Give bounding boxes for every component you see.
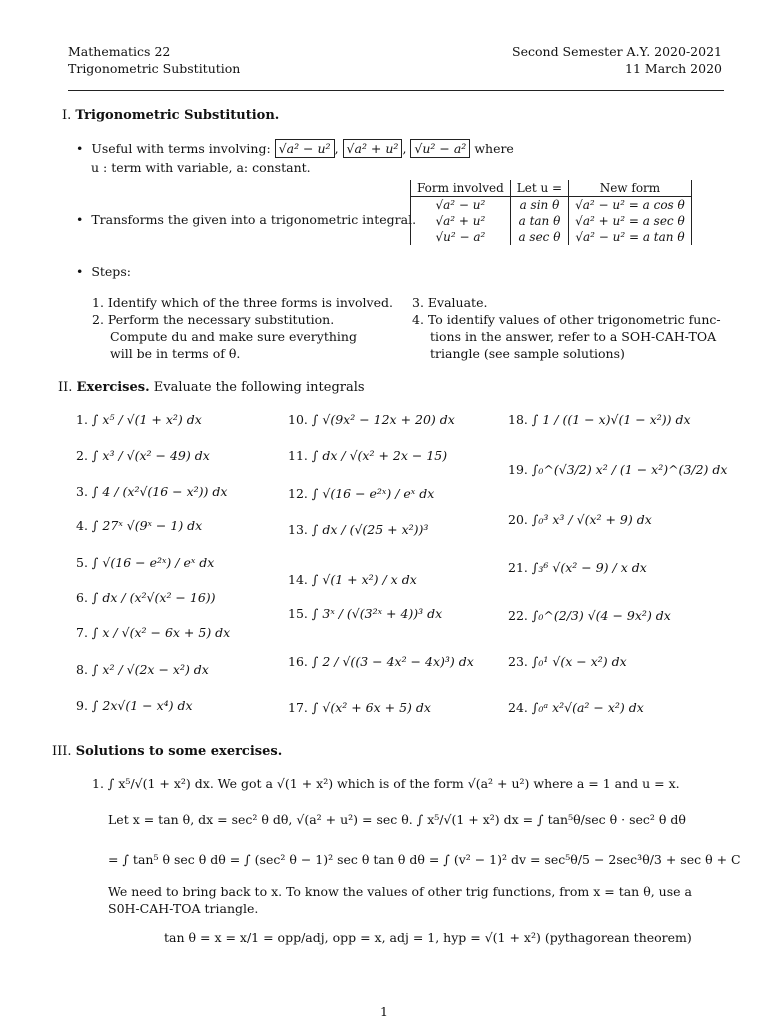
exercise-expr: ∫ √(1 + x²) / x dx: [311, 572, 417, 587]
table-cell: a sec θ: [510, 229, 568, 245]
step-item: 4. To identify values of other trigonometric func-: [412, 312, 721, 327]
exercise-expr: ∫ 1 / ((1 − x)√(1 − x²)) dx: [531, 412, 691, 427]
exercise-item: [76, 662, 286, 698]
exercise-number: 18.: [508, 412, 528, 427]
form-box-1: √a² − u²: [275, 139, 335, 158]
exercise-expr: ∫ x⁵ / √(1 + x²) dx: [91, 412, 202, 427]
exercise-item: [288, 572, 498, 606]
step-item: 1. Identify which of the three forms is involved.: [92, 295, 393, 310]
bullet3-text: Steps:: [91, 264, 131, 279]
exercise-item: [288, 522, 498, 572]
section1-num: I.: [62, 108, 72, 123]
section2-num: II.: [58, 380, 73, 395]
steps-left: [92, 294, 393, 362]
solution-line: S0H-CAH-TOA triangle.: [108, 901, 259, 916]
table-cell: √a² + u²: [411, 213, 511, 229]
exercise-expr: ∫₀³ x³ / √(x² + 9) dx: [531, 512, 652, 527]
exercise-expr: ∫ x / √(x² − 6x + 5) dx: [91, 625, 231, 640]
bullet-2: [76, 212, 416, 227]
exercise-expr: ∫ 2x√(1 − x⁴) dx: [91, 698, 193, 713]
table-header: Form involved: [411, 180, 511, 197]
exercise-item: [508, 608, 738, 654]
exercise-number: 5.: [76, 555, 88, 570]
exercise-number: 2.: [76, 448, 88, 463]
section2-title: Exercises.: [76, 380, 150, 395]
forms-table: [410, 180, 692, 245]
table-cell: √a² − u² = a cos θ: [569, 197, 692, 214]
exercise-item: [288, 654, 498, 700]
exercise-item: [76, 448, 286, 484]
exercise-number: 1.: [76, 412, 88, 427]
table-header: New form: [569, 180, 692, 197]
step-item: will be in terms of θ.: [110, 346, 241, 361]
step-item: tions in the answer, refer to a SOH-CAH-TOA: [430, 329, 717, 344]
table-cell: √a² − u²: [411, 197, 511, 214]
exercise-number: 6.: [76, 590, 88, 605]
exercise-number: 20.: [508, 512, 528, 527]
bullet-3: [76, 264, 131, 279]
exercise-number: 7.: [76, 625, 88, 640]
exercise-item: [76, 590, 286, 625]
exercise-item: [508, 700, 738, 730]
bullet2-text: Transforms the given into a trigonometric integral.: [91, 212, 417, 227]
course-name: Mathematics 22: [68, 44, 171, 59]
exercise-number: 19.: [508, 462, 528, 477]
exercise-item: [288, 606, 498, 654]
exercise-number: 22.: [508, 608, 528, 623]
exercise-item: [76, 555, 286, 590]
step-item: 3. Evaluate.: [412, 295, 488, 310]
exercise-item: [288, 448, 498, 486]
exercise-expr: ∫₀ᵃ x²√(a² − x²) dx: [531, 700, 644, 715]
table-cell: a tan θ: [510, 213, 568, 229]
exercise-number: 9.: [76, 698, 88, 713]
exercise-item: [508, 412, 738, 462]
section3-title: Solutions to some exercises.: [75, 744, 283, 759]
bullet1-line2: u : term with variable, a: constant.: [91, 160, 311, 175]
exercise-number: 13.: [288, 522, 308, 537]
exercise-expr: ∫ dx / (√(25 + x²))³: [311, 522, 429, 537]
topic-name: Trigonometric Substitution: [68, 61, 241, 76]
exercise-number: 21.: [508, 560, 528, 575]
exercise-expr: ∫ 27ˣ √(9ˣ − 1) dx: [91, 518, 203, 533]
exercise-expr: ∫ 2 / √((3 − 4x² − 4x)³) dx: [311, 654, 474, 669]
exercise-expr: ∫ x² / √(2x − x²) dx: [91, 662, 209, 677]
section3-num: III.: [52, 744, 72, 759]
bullet1-suffix: where: [474, 141, 514, 156]
header-rule: [68, 90, 724, 91]
exercise-number: 17.: [288, 700, 308, 715]
exercise-number: 16.: [288, 654, 308, 669]
exercise-expr: ∫ dx / (x²√(x² − 16)): [91, 590, 216, 605]
exercise-number: 8.: [76, 662, 88, 677]
exercise-expr: ∫ x³ / √(x² − 49) dx: [91, 448, 210, 463]
exercise-item: [508, 512, 738, 560]
step-item: Compute du and make sure everything: [110, 329, 357, 344]
page-number: 1: [380, 1004, 388, 1019]
steps-right: [412, 294, 721, 362]
exercise-item: [76, 625, 286, 662]
exercise-number: 3.: [76, 484, 88, 499]
bullet-icon: •: [76, 264, 84, 279]
date: 11 March 2020: [625, 61, 722, 76]
exercise-number: 15.: [288, 606, 308, 621]
form-box-2: √a² + u²: [343, 139, 403, 158]
exercise-item: [76, 412, 286, 448]
exercise-expr: ∫ 4 / (x²√(16 − x²)) dx: [91, 484, 228, 499]
exercise-item: [508, 462, 738, 512]
solution-line: We need to bring back to x. To know the values of other trig functions, from x = tan θ, use a: [108, 884, 692, 899]
exercise-item: [508, 654, 738, 700]
exercise-number: 11.: [288, 448, 308, 463]
exercise-expr: ∫ √(x² + 6x + 5) dx: [311, 700, 431, 715]
semester: Second Semester A.Y. 2020-2021: [512, 44, 722, 59]
solution-line: tan θ = x = x/1 = opp/adj, opp = x, adj = 1, hyp = √(1 + x²) (pythagorean theorem): [164, 930, 692, 945]
section1-heading: [62, 108, 279, 123]
table-header: Let u =: [510, 180, 568, 197]
solution-line: 1. ∫ x⁵/√(1 + x²) dx. We got a √(1 + x²) which is of the form √(a² + u²) where a = 1 and u = x.: [92, 776, 680, 791]
exercise-item: [76, 698, 286, 728]
exercise-number: 12.: [288, 486, 308, 501]
exercise-number: 14.: [288, 572, 308, 587]
section2-subtitle: Evaluate the following integrals: [153, 380, 365, 395]
solution-line: = ∫ tan⁵ θ sec θ dθ = ∫ (sec² θ − 1)² sec θ tan θ dθ = ∫ (v² − 1)² dv = sec⁵θ/5 − 2sec³θ/3 + sec θ + C: [108, 852, 741, 867]
exercise-expr: ∫₃⁶ √(x² − 9) / x dx: [531, 560, 647, 575]
table-cell: √a² + u² = a sec θ: [569, 213, 692, 229]
exercise-item: [288, 700, 498, 730]
exercise-item: [288, 412, 498, 448]
bullet-1: • Useful with terms involving: √a² − u² , √a² + u² , √u² − a² where: [76, 141, 514, 156]
solution-line: Let x = tan θ, dx = sec² θ dθ, √(a² + u²) = sec θ. ∫ x⁵/√(1 + x²) dx = ∫ tan⁵θ/sec θ · sec² θ dθ: [108, 812, 686, 827]
exercise-number: 4.: [76, 518, 88, 533]
exercise-item: [288, 486, 498, 522]
exercise-item: [508, 560, 738, 608]
step-item: triangle (see sample solutions): [430, 346, 625, 361]
exercise-number: 23.: [508, 654, 528, 669]
table-cell: a sin θ: [510, 197, 568, 214]
exercise-expr: ∫ dx / √(x² + 2x − 15): [311, 448, 448, 463]
exercise-item: [76, 518, 286, 555]
exercise-expr: ∫ √(9x² − 12x + 20) dx: [311, 412, 455, 427]
exercise-col-2: [288, 412, 498, 730]
bullet1-prefix: Useful with terms involving:: [91, 141, 271, 156]
bullet-icon: •: [76, 141, 84, 156]
exercise-expr: ∫₀¹ √(x − x²) dx: [531, 654, 627, 669]
exercise-number: 10.: [288, 412, 308, 427]
section3-heading: [52, 744, 282, 759]
exercise-expr: ∫₀^(√3/2) x² / (1 − x²)^(3/2) dx: [531, 462, 728, 477]
exercise-item: [76, 484, 286, 518]
exercise-expr: ∫ √(16 − e²ˣ) / eˣ dx: [311, 486, 435, 501]
exercise-expr: ∫ √(16 − e²ˣ) / eˣ dx: [91, 555, 215, 570]
section2-heading: [58, 380, 365, 395]
exercise-number: 24.: [508, 700, 528, 715]
exercise-col-3: [508, 412, 738, 730]
table-cell: √u² − a²: [411, 229, 511, 245]
forms-table-wrap: [410, 180, 692, 245]
exercise-expr: ∫₀^(2/3) √(4 − 9x²) dx: [531, 608, 671, 623]
exercise-col-1: [76, 412, 286, 728]
form-box-3: √u² − a²: [410, 139, 470, 158]
section1-title: Trigonometric Substitution.: [75, 108, 280, 123]
table-cell: √a² − u² = a tan θ: [569, 229, 692, 245]
bullet-icon: •: [76, 212, 84, 227]
exercise-expr: ∫ 3ˣ / (√(3²ˣ + 4))³ dx: [311, 606, 443, 621]
step-item: 2. Perform the necessary substitution.: [92, 312, 335, 327]
